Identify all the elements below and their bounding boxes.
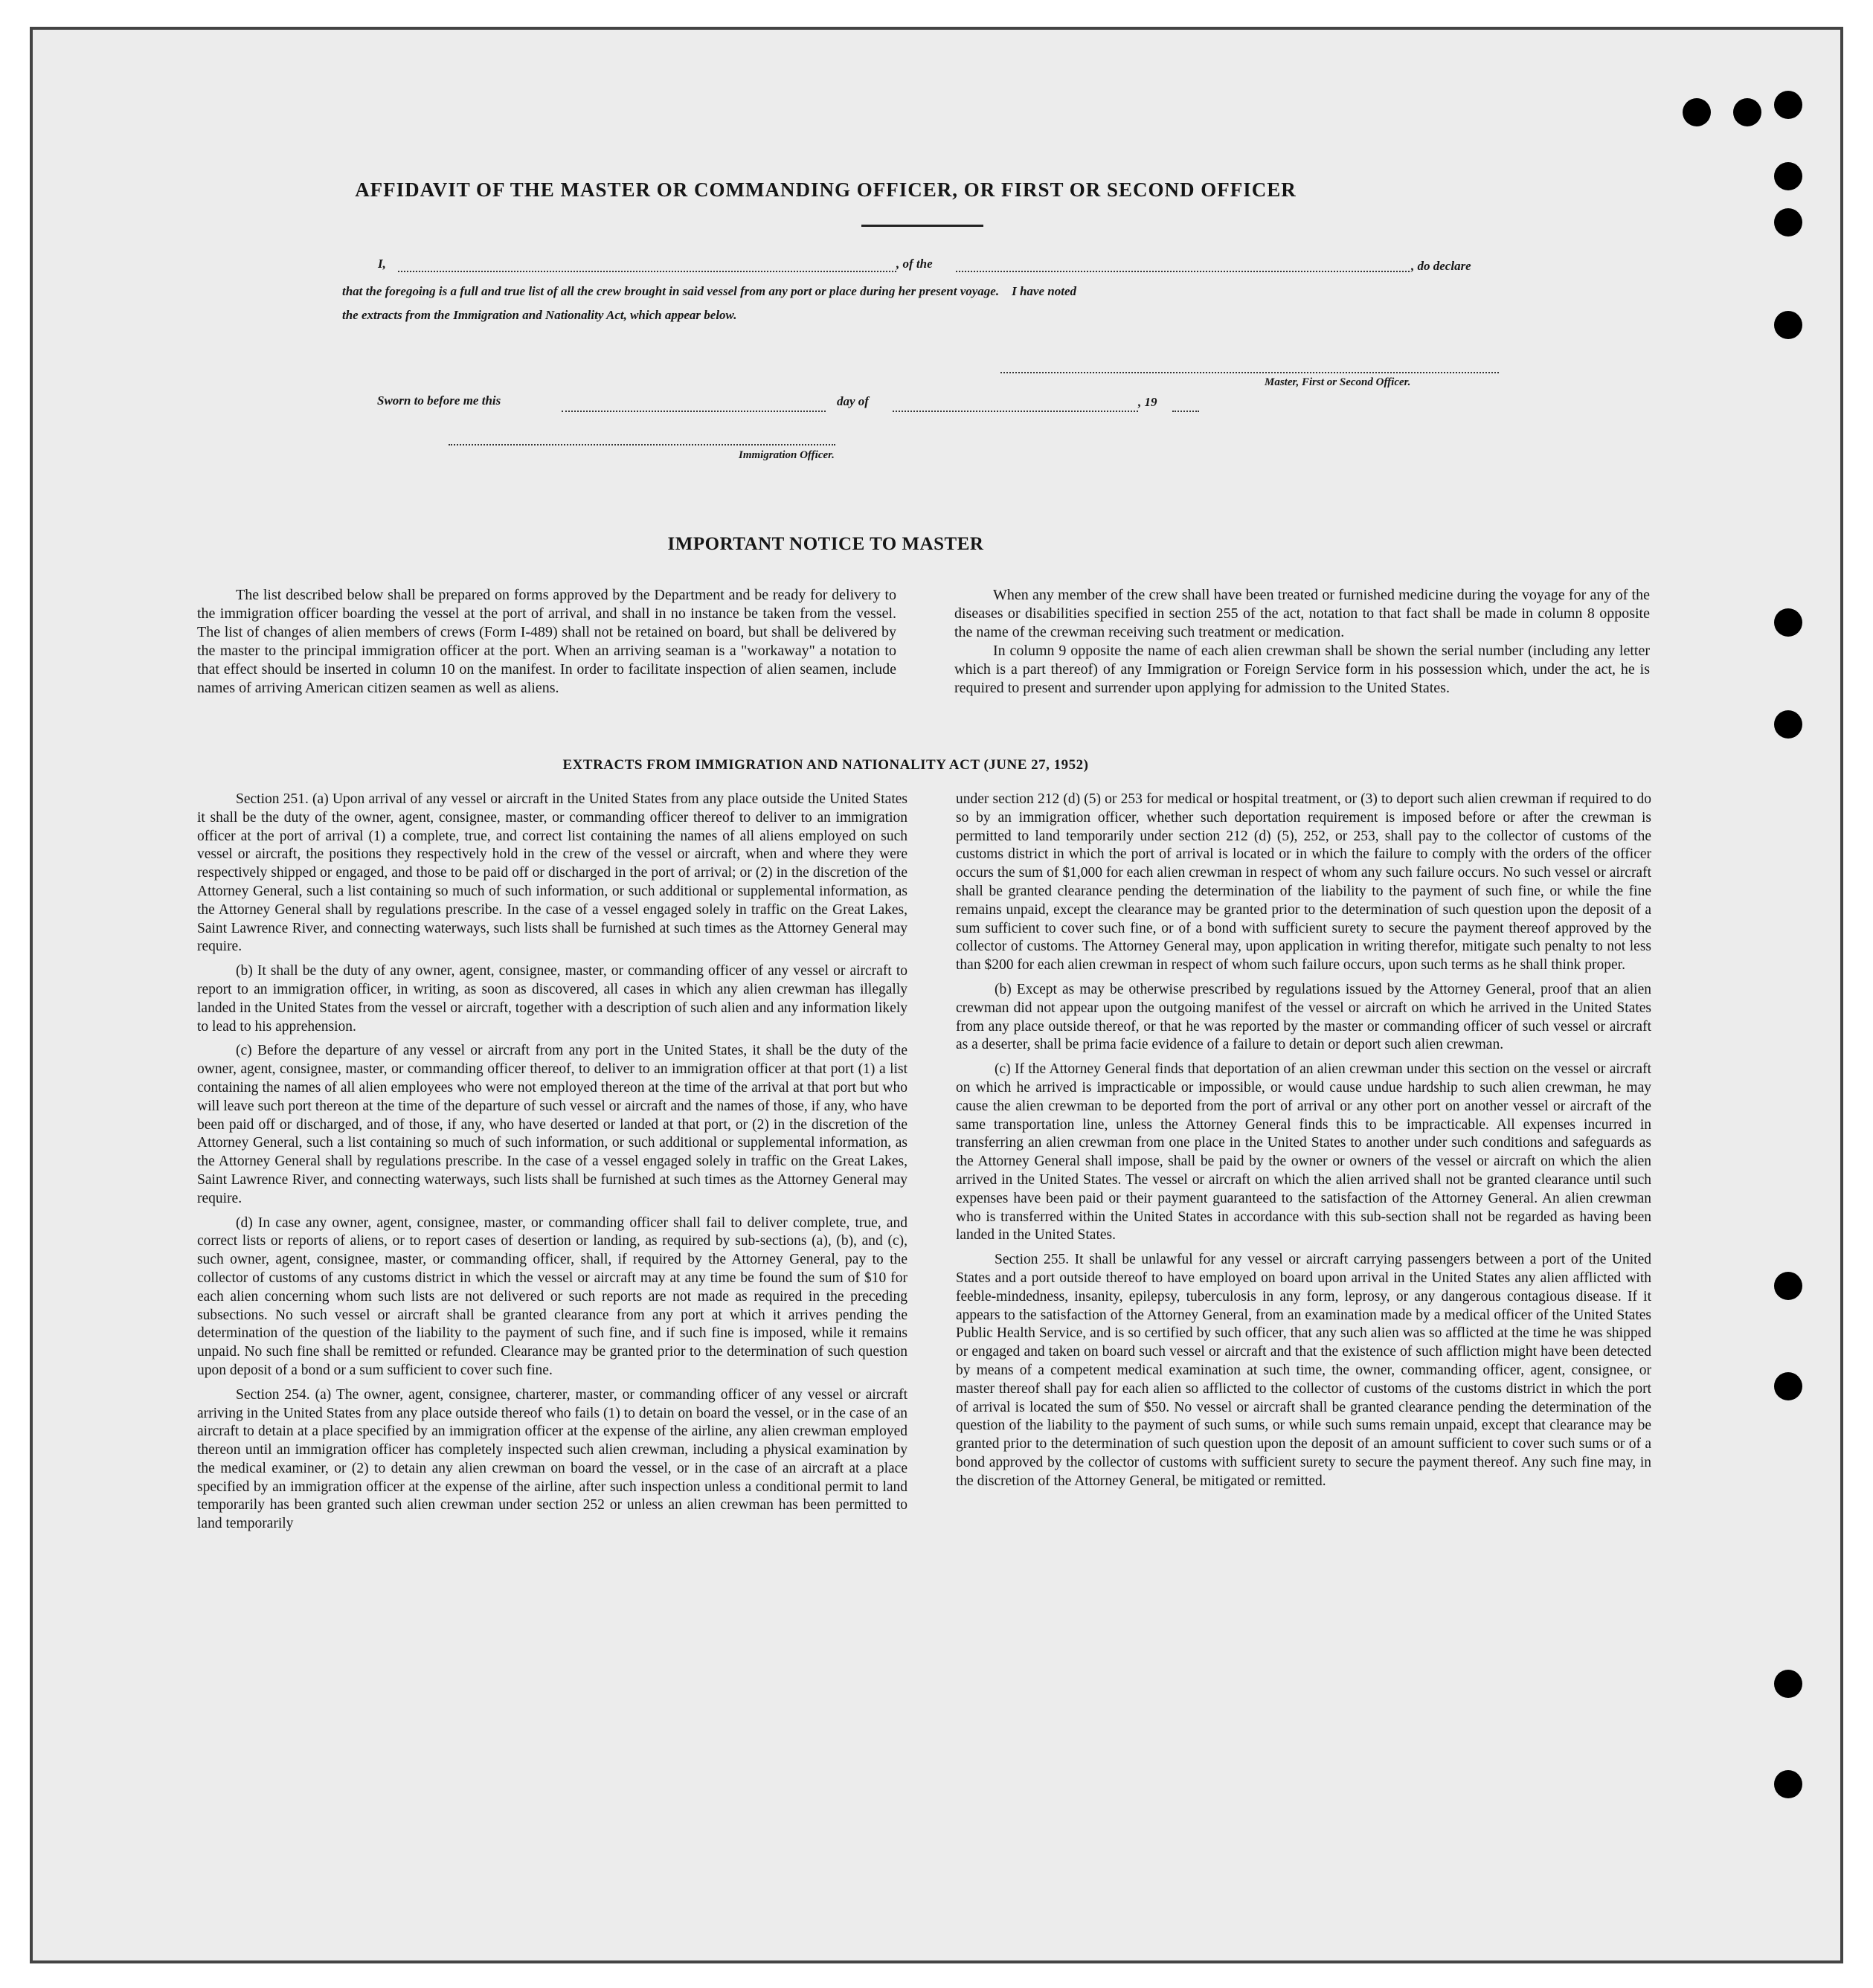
extracts-right-column — [956, 791, 1651, 1496]
name-field[interactable] — [398, 271, 896, 272]
punch-hole-icon — [1774, 1272, 1802, 1300]
section-254-a-continued: under section 212 (d) (5) or 253 for medical or hospital treatment, or (3) to deport such alien crewman if required to do so by an immigration officer, whether such deportation requirement is imposed before or after the crewman is permitted to land temporarily under section 212 (d) (5), 252, or 253, shall pay to the collector of customs of the customs district in which the port of arrival is located or in which the failure to comply with the orders of the officer occurs the sum of $1,000 for each alien crewman in respect of whom any such failure occurs. No such vessel or aircraft shall be granted clearance pending the determination of the liability to the payment of such fine, or while the fine remains unpaid, except the clearance may be granted prior to the determination of such question upon the deposit of a sum sufficient to cover such fine, or of a bond with sufficient surety to secure the payment thereof approved by the collector of customs. The Attorney General may, upon application in writing therefor, mitigate such penalty to not less than $200 for each alien crewman in respect of whom such failure occurs, upon such terms as he shall think proper. — [956, 791, 1651, 974]
year-label: , 19 — [1138, 395, 1157, 409]
extracts-left-column — [197, 791, 907, 1540]
punch-hole-icon — [1774, 1670, 1802, 1698]
notice-paragraph: When any member of the crew shall have been treated or furnished medicine during the voyage for any of the diseases or disabilities specified in section 255 of the act, notation to that fact shall be made in column 8 opposite the name of the crewman receiving such treatment or medication. — [954, 587, 1650, 640]
title-underline — [861, 225, 983, 227]
section-254-a: Section 254. (a) The owner, agent, consignee, charterer, master, or commanding officer of any vessel or aircraft arriving in the United States from any place outside thereof who fails (1) to detain on board the vessel, or in the case of an aircraft to detain at a place specified by an immigration officer at the expense of the airline, any alien crewman employed thereon until an immigration officer has completely inspected such alien crewman, including a physical examination by the medical examiner, or (2) to detain any alien crewman on board the vessel, or in the case of an aircraft at a place specified by an immigration officer at the expense of the airline, after such inspection unless a conditional permit to land temporarily has been granted such alien crewman under section 252 or unless an alien crewman has been permitted to land temporarily — [197, 1386, 907, 1532]
notice-title: IMPORTANT NOTICE TO MASTER — [667, 534, 984, 554]
notice-right-column — [954, 586, 1650, 698]
punch-hole-icon — [1774, 208, 1802, 237]
sworn-date-field[interactable] — [562, 411, 826, 412]
punch-hole-icon — [1733, 98, 1761, 126]
punch-hole-icon — [1774, 710, 1802, 739]
affidavit-title: AFFIDAVIT OF THE MASTER OR COMMANDING OFFICER, OR FIRST OR SECOND OFFICER — [355, 178, 1297, 201]
section-255: Section 255. It shall be unlawful for any vessel or aircraft carrying passengers between a port of the United States and a port outside thereof to have employed on board upon arrival in the United States any alien afflicted with feeble-mindedness, insanity, epilepsy, tuberculosis in any form, leprosy, or any dangerous contagious disease. If it appears to the satisfaction of the Attorney General, from an examination made by a medical officer of the United States Public Health Service, and is so certified by such officer, that any such alien was so afflicted at the time he was shipped or engaged and taken on board such vessel or aircraft and that the existence of such affliction might have been detected by means of a competent medical examination at such time, the owner, commanding officer, agent, consignee, or master thereof shall pay for each alien so afflicted to the collector of customs of the customs district in which the port of arrival is located the sum of $50. No vessel or aircraft shall be granted clearance pending the determination of the question of the liability to the payment of such sums, or while such sums remain unpaid, except that clearance may be granted prior to the determination of such question upon the deposit of an amount sufficient to cover such sums or of a bond approved by the collector of customs with sufficient surety to secure the payment thereof. Any such fine may, in the discretion of the Attorney General, be mitigated or remitted. — [956, 1252, 1651, 1489]
immigration-officer-signature-field[interactable] — [449, 444, 835, 445]
month-field[interactable] — [893, 411, 1138, 412]
affidavit-i-label: I, — [378, 257, 386, 271]
notice-left-column — [197, 586, 896, 698]
master-signature-field[interactable] — [1000, 372, 1499, 373]
punch-hole-icon — [1774, 1770, 1802, 1798]
vessel-field[interactable] — [956, 271, 1410, 272]
punch-hole-icon — [1774, 91, 1802, 119]
punch-hole-icon — [1774, 1372, 1802, 1400]
section-254-b: (b) Except as may be otherwise prescribed by regulations issued by the Attorney General, proof that an alien crewman did not appear upon the outgoing manifest of the vessel or aircraft on which he arrived in the United States from any place outside thereof, or that he was reported by the master or commanding officer of such vessel or aircraft as a deserter, shall be prima facie evidence of a failure to detain or deport such alien crewman. — [956, 981, 1651, 1053]
year-field[interactable] — [1172, 411, 1199, 412]
section-254-c: (c) If the Attorney General finds that deportation of an alien crewman under this section on the vessel or aircraft on which he arrived is impracticable or impossible, or would cause undue hardship to such alien crewman, he may cause the alien crewman to be deported from the port of arrival or any other port on another vessel or aircraft of the same transportation line, unless the Attorney General finds this to be impracticable. All expenses incurred in transferring an alien crewman from one place in the United States to another under such conditions and safeguards as the Attorney General shall impose, shall be paid by the owner or owners of the vessel or aircraft on which the alien arrived in the United States. The vessel or aircraft on which the alien arrived shall not be granted clearance until such expenses have been paid or their payment guaranteed to the satisfaction of the Attorney General. An alien crewman who is transferred within the United States in accordance with this sub-section shall not be regarded as having been landed in the United States. — [956, 1061, 1651, 1244]
affidavit-text-line2: the extracts from the Immigration and Nationality Act, which appear below. — [342, 308, 737, 322]
section-251-a: Section 251. (a) Upon arrival of any vessel or aircraft in the United States from any place outside the United States it shall be the duty of the owner, agent, consignee, master, or commanding officer thereof to deliver to an immigration officer at the port of arrival (1) a complete, true, and correct list containing the names of all aliens employed on such vessel or aircraft, the positions they respectively hold in the crew of the vessel or aircraft, when and where they were respectively shipped or engaged, and those to be paid off or discharged in the port of arrival; or (2) in the discretion of the Attorney General, such a list containing so much of such information, or such additional or supplemental information, as the Attorney General shall by regulations prescribe. In the case of a vessel engaged solely in traffic on the Great Lakes, Saint Lawrence River, and connecting waterways, such lists shall be furnished at such times as the Attorney General may require. — [197, 791, 907, 955]
sworn-label: Sworn to before me this — [377, 393, 501, 408]
section-251-c: (c) Before the departure of any vessel or aircraft from any port in the United States, it shall be the duty of the owner, agent, consignee, master, or commanding officer thereof, to deliver to an immigration officer at that port (1) a list containing the names of all alien employees who were not employed thereon at the time of the arrival at that port but who will leave such port thereon at the time of the departure of such vessel or aircraft and the names of those, if any, who have been paid off or discharged, and of those, if any, who have deserted or landed at that port, or (2) in the discretion of the Attorney General, such a list containing so much of such information, or such additional or supplemental information, as the Attorney General shall by regulations prescribe. In the case of a vessel engaged solely in traffic on the Great Lakes, Saint Lawrence River, and connecting waterways, such lists shall be furnished at such times as the Attorney General may require. — [197, 1043, 907, 1206]
notice-paragraph: In column 9 opposite the name of each alien crewman shall be shown the serial number (including any letter which is a part thereof) of any Immigration or Foreign Service form in his possession which, under the act, he is required to present and surrender upon applying for admission to the United States. — [954, 643, 1650, 696]
extracts-title: EXTRACTS FROM IMMIGRATION AND NATIONALITY ACT (JUNE 27, 1952) — [562, 757, 1089, 773]
affidavit-of-the-label: , of the — [896, 257, 933, 271]
section-251-d: (d) In case any owner, agent, consignee, master, or commanding officer shall fail to deliver complete, true, and correct lists or reports of aliens, or to report cases of desertion or landing, as required by sub-sections (a), (b), and (c), such owner, agent, consignee, master, or commanding officer, shall, if required by the Attorney General, pay to the collector of customs of any customs district in which the vessel or aircraft may at any time be found the sum of $10 for each alien concerning whom such lists are not delivered or such reports are not made as required in the preceding subsections. No such vessel or aircraft shall be granted clearance from any port at which it arrives pending the determination of the question of the liability to the payment of such fine, and if such fine is imposed, while it remains unpaid. No such fine shall be remitted or refunded. Clearance may be granted prior to the determination of such question upon deposit of a bond or a sum sufficient to cover such fine. — [197, 1215, 907, 1378]
section-251-b: (b) It shall be the duty of any owner, agent, consignee, master, or commanding officer of any vessel or aircraft to report to an immigration officer, in writing, as soon as discovered, all cases in which any alien crewman has illegally landed in the United States from the vessel or aircraft, together with a description of such alien and any information likely to lead to his apprehension. — [197, 963, 907, 1035]
punch-hole-icon — [1774, 608, 1802, 637]
master-signature-label: Master, First or Second Officer. — [1265, 376, 1411, 388]
punch-hole-icon — [1774, 311, 1802, 339]
day-of-label: day of — [837, 394, 869, 408]
immigration-officer-label: Immigration Officer. — [739, 449, 835, 461]
notice-paragraph: The list described below shall be prepared on forms approved by the Department and be ready for delivery to the immigration officer boarding the vessel at the port of arrival, and shall in no instance be taken from the vessel. The list of changes of alien members of crews (Form I-489) shall not be retained on board, but shall be delivered by the master to the principal immigration officer at the port. When an arriving seaman is a "workaway" a notation to that effect should be inserted in column 10 on the manifest. In order to facilitate inspection of alien seamen, include names of arriving American citizen seamen as well as aliens. — [197, 587, 896, 696]
affidavit-do-declare-label: , do declare — [1411, 259, 1471, 273]
affidavit-text-line1: that the foregoing is a full and true list of all the crew brought in said vessel from any port or place during her present voyage. I have noted — [342, 284, 1076, 298]
punch-hole-icon — [1774, 162, 1802, 190]
punch-hole-icon — [1683, 98, 1711, 126]
